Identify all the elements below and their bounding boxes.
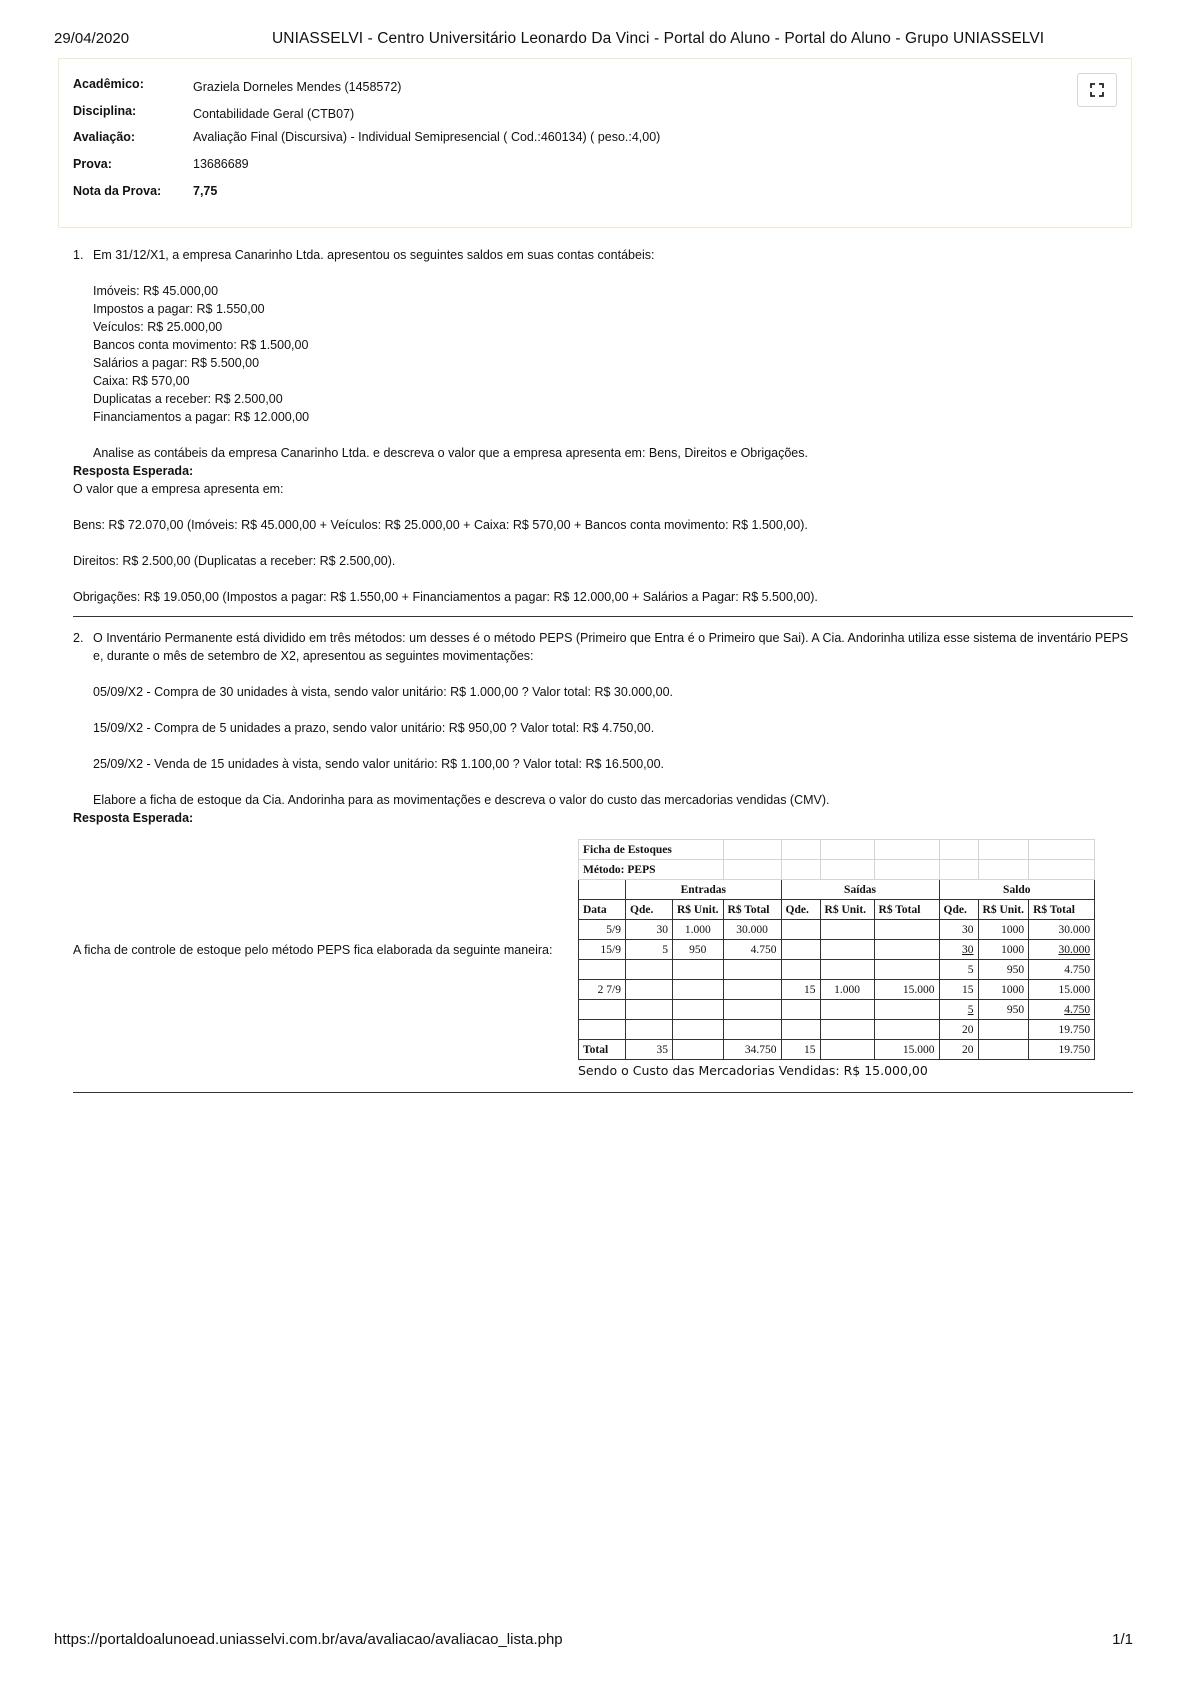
table-row xyxy=(579,1020,1095,1040)
cell: 1000 xyxy=(978,940,1029,960)
prova-label: Prova: xyxy=(73,157,112,171)
cell xyxy=(820,1040,874,1060)
question-instruction: Analise as contábeis da empresa Canarinho Ltda. e descreva o valor que a empresa apresenta em: Bens, Direitos e Obrigações. xyxy=(93,446,808,460)
footer-url: https://portaldoalunoead.uniasselvi.com.br/ava/avaliacao/avaliacao_lista.php xyxy=(54,1631,563,1648)
group-entradas: Entradas xyxy=(626,880,782,900)
prova-value: 13686689 xyxy=(193,157,249,171)
cell xyxy=(781,960,820,980)
column-header: R$ Total xyxy=(874,900,939,920)
cell: 1000 xyxy=(978,980,1029,1000)
cell: 4.750 xyxy=(723,940,781,960)
academico-value: Graziela Dorneles Mendes (1458572) xyxy=(193,80,402,94)
question-text: O Inventário Permanente está dividido em três métodos: um desses é o método PEPS (Primeiro que Entra é o Primeiro que Sai). A Cia. Andorinha utiliza esse sistema de inventário PEPS e, durante o mês de setembro de X2, apresentou as seguintes movimentações: xyxy=(93,631,1129,663)
cell xyxy=(723,1020,781,1040)
cell: 19.750 xyxy=(1029,1020,1095,1040)
cell xyxy=(978,1020,1029,1040)
ficha-answer xyxy=(73,839,1133,1080)
table-row xyxy=(579,1000,1095,1020)
cell xyxy=(673,1020,724,1040)
cell xyxy=(626,980,673,1000)
stock-card-table xyxy=(578,839,1095,1060)
cell: 34.750 xyxy=(723,1040,781,1060)
cell: 950 xyxy=(673,940,724,960)
ficha-caption: A ficha de controle de estoque pelo método PEPS fica elaborada da seguinte maneira: xyxy=(73,943,553,957)
cell xyxy=(820,1020,874,1040)
table-total-row xyxy=(579,1040,1095,1060)
list-item: Impostos a pagar: R$ 1.550,00 xyxy=(93,302,265,316)
cell: 15/9 xyxy=(579,940,626,960)
cell: 1000 xyxy=(978,920,1029,940)
movement-item: 25/09/X2 - Venda de 15 unidades à vista, sendo valor unitário: R$ 1.100,00 ? Valor total: R$ 16.500,00. xyxy=(93,757,664,771)
movement-item: 05/09/X2 - Compra de 30 unidades à vista, sendo valor unitário: R$ 1.000,00 ? Valor total: R$ 30.000,00. xyxy=(93,685,673,699)
cell xyxy=(781,1000,820,1020)
cell: 30 xyxy=(626,920,673,940)
list-item: Financiamentos a pagar: R$ 12.000,00 xyxy=(93,410,310,424)
cell: 30 xyxy=(939,920,978,940)
disciplina-label: Disciplina: xyxy=(73,104,137,118)
cell xyxy=(723,1000,781,1020)
cell: 15.000 xyxy=(874,1040,939,1060)
list-item: Duplicatas a receber: R$ 2.500,00 xyxy=(93,392,283,406)
cell xyxy=(626,1000,673,1020)
ficha-title: Ficha de Estoques xyxy=(579,840,724,860)
expand-button[interactable] xyxy=(1077,73,1117,107)
cell: 1.000 xyxy=(820,980,874,1000)
cell: 15.000 xyxy=(1029,980,1095,1000)
cell xyxy=(579,960,626,980)
nota-label: Nota da Prova: xyxy=(73,184,162,198)
academico-label: Acadêmico: xyxy=(73,77,144,91)
nota-value: 7,75 xyxy=(193,184,218,198)
avaliacao-value: Avaliação Final (Discursiva) - Individual Semipresencial ( Cod.:460134) ( peso.:4,00) xyxy=(193,130,661,144)
cell xyxy=(820,940,874,960)
student-info-panel xyxy=(58,58,1132,228)
cell xyxy=(978,1040,1029,1060)
table-header xyxy=(579,900,1095,920)
cell xyxy=(626,960,673,980)
cell xyxy=(673,1040,724,1060)
question-number: 1. xyxy=(73,248,84,262)
cell: 5 xyxy=(939,960,978,980)
divider xyxy=(73,1092,1133,1093)
column-header: Qde. xyxy=(939,900,978,920)
cell: 4.750 xyxy=(1029,960,1095,980)
answer-bens: Bens: R$ 72.070,00 (Imóveis: R$ 45.000,00 + Veículos: R$ 25.000,00 + Caixa: R$ 570,00 + Bancos conta movimento: R$ 1.500,00). xyxy=(73,518,808,532)
expand-icon xyxy=(1090,83,1104,97)
table-row xyxy=(579,960,1095,980)
cell: 5 xyxy=(939,1000,978,1020)
cell: 2 7/9 xyxy=(579,980,626,1000)
cell xyxy=(874,960,939,980)
group-saidas: Saídas xyxy=(781,880,939,900)
column-header: Data xyxy=(579,900,626,920)
cell xyxy=(626,1020,673,1040)
answer-direitos: Direitos: R$ 2.500,00 (Duplicatas a receber: R$ 2.500,00). xyxy=(73,554,396,568)
cell xyxy=(874,920,939,940)
cell xyxy=(781,920,820,940)
disciplina-value: Contabilidade Geral (CTB07) xyxy=(193,107,355,121)
expected-answer-label: Resposta Esperada: xyxy=(73,811,194,825)
list-item: Veículos: R$ 25.000,00 xyxy=(93,320,223,334)
question-2 xyxy=(73,629,1133,1080)
cell: 30.000 xyxy=(1029,940,1095,960)
cell: 20 xyxy=(939,1040,978,1060)
cell: 35 xyxy=(626,1040,673,1060)
cell xyxy=(579,1020,626,1040)
questions-list xyxy=(73,246,1133,1105)
table-row xyxy=(579,920,1095,940)
cell: 5 xyxy=(626,940,673,960)
cell: Total xyxy=(579,1040,626,1060)
divider xyxy=(73,616,1133,617)
cell xyxy=(673,960,724,980)
cell: 19.750 xyxy=(1029,1040,1095,1060)
list-item: Imóveis: R$ 45.000,00 xyxy=(93,284,219,298)
question-1 xyxy=(73,246,1133,606)
list-item: Bancos conta movimento: R$ 1.500,00 xyxy=(93,338,309,352)
group-saldo: Saldo xyxy=(939,880,1095,900)
cell xyxy=(874,1020,939,1040)
page-title: UNIASSELVI - Centro Universitário Leonardo Da Vinci - Portal do Aluno - Portal do Aluno - Grupo UNIASSELVI xyxy=(272,30,1045,47)
cell: 15 xyxy=(781,1040,820,1060)
ficha-metodo: Método: PEPS xyxy=(579,860,724,880)
expected-answer-label: Resposta Esperada: xyxy=(73,464,194,478)
column-header: R$ Total xyxy=(723,900,781,920)
cell xyxy=(820,960,874,980)
question-text: Em 31/12/X1, a empresa Canarinho Ltda. apresentou os seguintes saldos em suas contas contábeis: xyxy=(93,248,655,262)
cell: 15 xyxy=(939,980,978,1000)
question-instruction: Elabore a ficha de estoque da Cia. Andorinha para as movimentações e descreva o valor do custo das mercadorias vendidas (CMV). xyxy=(93,793,830,807)
cell xyxy=(673,980,724,1000)
column-header: R$ Unit. xyxy=(820,900,874,920)
cell: 5/9 xyxy=(579,920,626,940)
table-row xyxy=(579,980,1095,1000)
cell: 30 xyxy=(939,940,978,960)
cell: 950 xyxy=(978,1000,1029,1020)
cell xyxy=(820,920,874,940)
cell xyxy=(874,1000,939,1020)
column-header: R$ Unit. xyxy=(673,900,724,920)
cell xyxy=(874,940,939,960)
cmv-result: Sendo o Custo das Mercadorias Vendidas: R$ 15.000,00 xyxy=(578,1063,928,1078)
cell xyxy=(820,1000,874,1020)
ficha-figure xyxy=(578,839,1095,1080)
cell: 15.000 xyxy=(874,980,939,1000)
avaliacao-label: Avaliação: xyxy=(73,130,136,144)
cell: 20 xyxy=(939,1020,978,1040)
column-header: R$ Unit. xyxy=(978,900,1029,920)
movement-item: 15/09/X2 - Compra de 5 unidades a prazo, sendo valor unitário: R$ 950,00 ? Valor total: R$ 4.750,00. xyxy=(93,721,655,735)
column-header: Qde. xyxy=(626,900,673,920)
column-header: Qde. xyxy=(781,900,820,920)
table-row xyxy=(579,940,1095,960)
question-number: 2. xyxy=(73,631,84,645)
answer-intro: O valor que a empresa apresenta em: xyxy=(73,482,284,496)
cell: 1.000 xyxy=(673,920,724,940)
cell xyxy=(579,1000,626,1020)
cell xyxy=(781,1020,820,1040)
column-header: R$ Total xyxy=(1029,900,1095,920)
cell xyxy=(723,960,781,980)
cell xyxy=(723,980,781,1000)
cell: 4.750 xyxy=(1029,1000,1095,1020)
page-number: 1/1 xyxy=(1112,1631,1133,1648)
cell: 30.000 xyxy=(723,920,781,940)
cell xyxy=(673,1000,724,1020)
answer-obrigacoes: Obrigações: R$ 19.050,00 (Impostos a pagar: R$ 1.550,00 + Financiamentos a pagar: R$ 12.000,00 + Salários a Pagar: R$ 5.500,00). xyxy=(73,590,818,604)
cell: 15 xyxy=(781,980,820,1000)
print-date: 29/04/2020 xyxy=(54,30,130,47)
cell xyxy=(781,940,820,960)
list-item: Salários a pagar: R$ 5.500,00 xyxy=(93,356,260,370)
cell: 950 xyxy=(978,960,1029,980)
list-item: Caixa: R$ 570,00 xyxy=(93,374,190,388)
saldos-list xyxy=(73,282,1133,426)
cell: 30.000 xyxy=(1029,920,1095,940)
